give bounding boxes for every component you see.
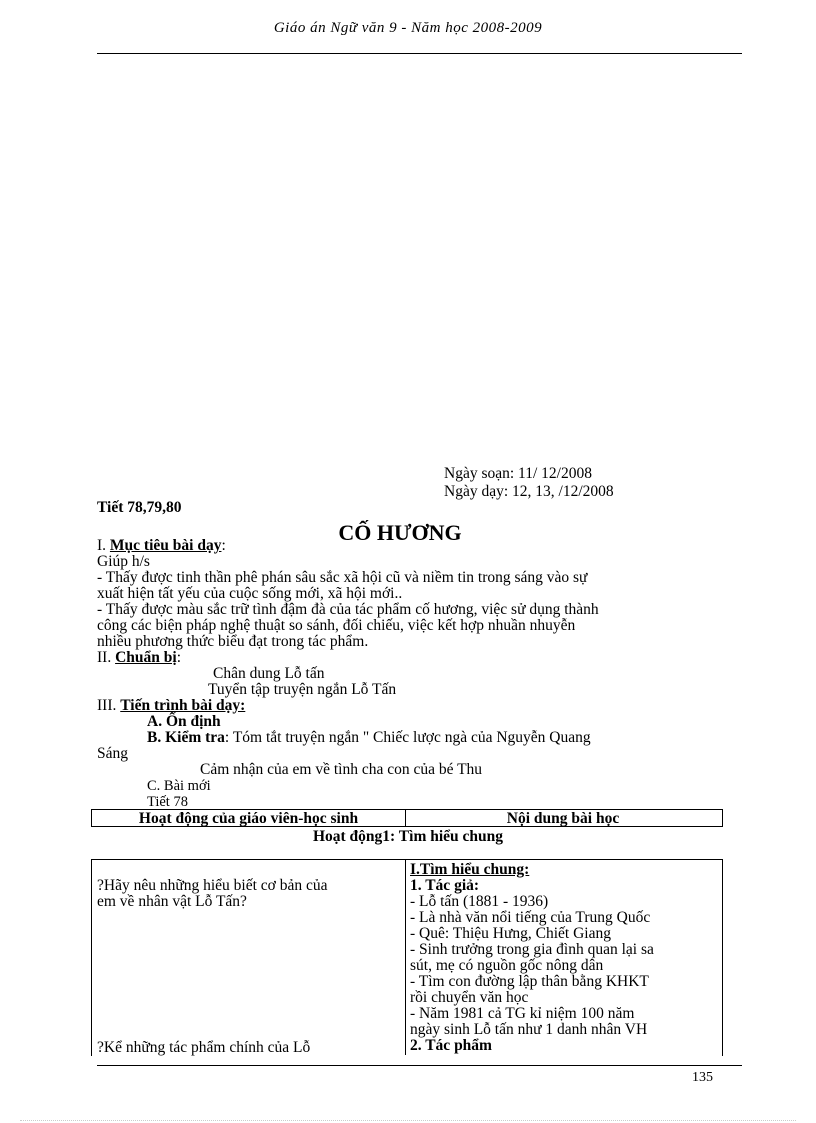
section3-title: Tiến trình bài dạy:	[120, 697, 246, 714]
section1-line: - Thấy được màu sắc trữ tình đậm đà của tác phẩm cố hương, việc sử dụng thành	[97, 601, 599, 618]
content-table-divider	[405, 859, 406, 1055]
section3-number: III.	[97, 697, 117, 714]
table-header-col1: Hoạt động của giáo viên-học sinh	[138, 810, 359, 827]
author-fact: - Năm 1981 cả TG kỉ niệm 100 năm	[410, 1005, 635, 1022]
step-a: A. Ổn định	[147, 713, 221, 730]
content-heading: I.Tìm hiểu chung:	[410, 861, 530, 878]
section1-line: xuất hiện tất yếu của cuộc sống mới, xã hội mới..	[97, 585, 403, 602]
section1-heading	[97, 538, 226, 554]
question-1-cont: em về nhân vật Lỗ Tấn?	[97, 893, 247, 910]
section1-line: - Thấy được tinh thần phê phán sâu sắc xã hội cũ và niềm tin trong sáng vào sự	[97, 569, 588, 586]
section1-colon: :	[221, 537, 226, 554]
section2-number: II.	[97, 649, 112, 666]
author-fact: - Tìm con đường lập thân bằng KHKT	[410, 973, 649, 990]
question-1: ?Hãy nêu những hiểu biết cơ bản của	[97, 877, 328, 894]
period-label: Tiết 78	[147, 794, 188, 810]
section3-heading	[97, 698, 245, 714]
prep-item: Tuyển tập truyện ngắn Lỗ Tấn	[208, 681, 397, 698]
activity-heading: Hoạt động1: Tìm hiểu chung	[312, 828, 504, 845]
question-2: ?Kể những tác phẩm chính của Lỗ	[97, 1039, 311, 1056]
author-fact: - Quê: Thiệu Hưng, Chiết Giang	[410, 925, 611, 942]
section2-title: Chuẩn bị	[115, 649, 177, 666]
section1-number: I.	[97, 537, 107, 554]
date-taught: Ngày dạy: 12, 13, /12/2008	[444, 483, 614, 500]
footer-rule	[97, 1065, 742, 1066]
section1-line: nhiều phương thức biểu đạt trong tác phẩm.	[97, 633, 369, 650]
step-b-label: B. Kiểm tra	[147, 729, 225, 746]
page-number: 135	[692, 1070, 713, 1085]
step-b-text: : Tóm tắt truyện ngắn " Chiếc lược ngà của Nguyễn Quang	[224, 729, 591, 746]
lesson-title: CỐ HƯƠNG	[338, 520, 462, 545]
section2-heading	[97, 650, 181, 666]
content-subheading-works: 2. Tác phẩm	[410, 1037, 492, 1054]
section2-colon: :	[176, 649, 181, 666]
step-b-question: Cảm nhận của em về tình cha con của bé Thu	[200, 761, 483, 778]
prep-item: Chân dung Lỗ tấn	[213, 665, 325, 682]
step-b-text-cont: Sáng	[97, 745, 128, 762]
author-fact: ngày sinh Lỗ tấn như 1 danh nhân VH	[410, 1021, 648, 1038]
table-header-col2: Nội dung bài học	[506, 810, 620, 827]
lesson-number: Tiết 78,79,80	[97, 499, 182, 516]
page-header-title: Giáo án Ngữ văn 9 - Năm học 2008-2009	[273, 20, 543, 36]
author-fact: sút, mẹ có nguồn gốc nông dân	[410, 957, 604, 974]
section1-line: Giúp h/s	[97, 553, 150, 570]
author-fact: - Sinh trưởng trong gia đình quan lại sa	[410, 941, 654, 958]
page-bottom-edge	[20, 1120, 796, 1121]
content-subheading-author: 1. Tác giả:	[410, 877, 480, 894]
section1-line: công các biện pháp nghệ thuật so sánh, đối chiếu, việc kết hợp nhuần nhuyễn	[97, 617, 576, 634]
section1-title: Mục tiêu bài dạy	[109, 537, 222, 554]
step-c: C. Bài mới	[147, 778, 211, 794]
step-b	[147, 730, 591, 746]
header-rule	[97, 53, 742, 54]
author-fact: rồi chuyển văn học	[410, 989, 529, 1006]
date-prepared: Ngày soạn: 11/ 12/2008	[444, 465, 592, 482]
author-fact: - Là nhà văn nổi tiếng của Trung Quốc	[410, 909, 651, 926]
author-fact: - Lỗ tấn (1881 - 1936)	[410, 893, 549, 910]
